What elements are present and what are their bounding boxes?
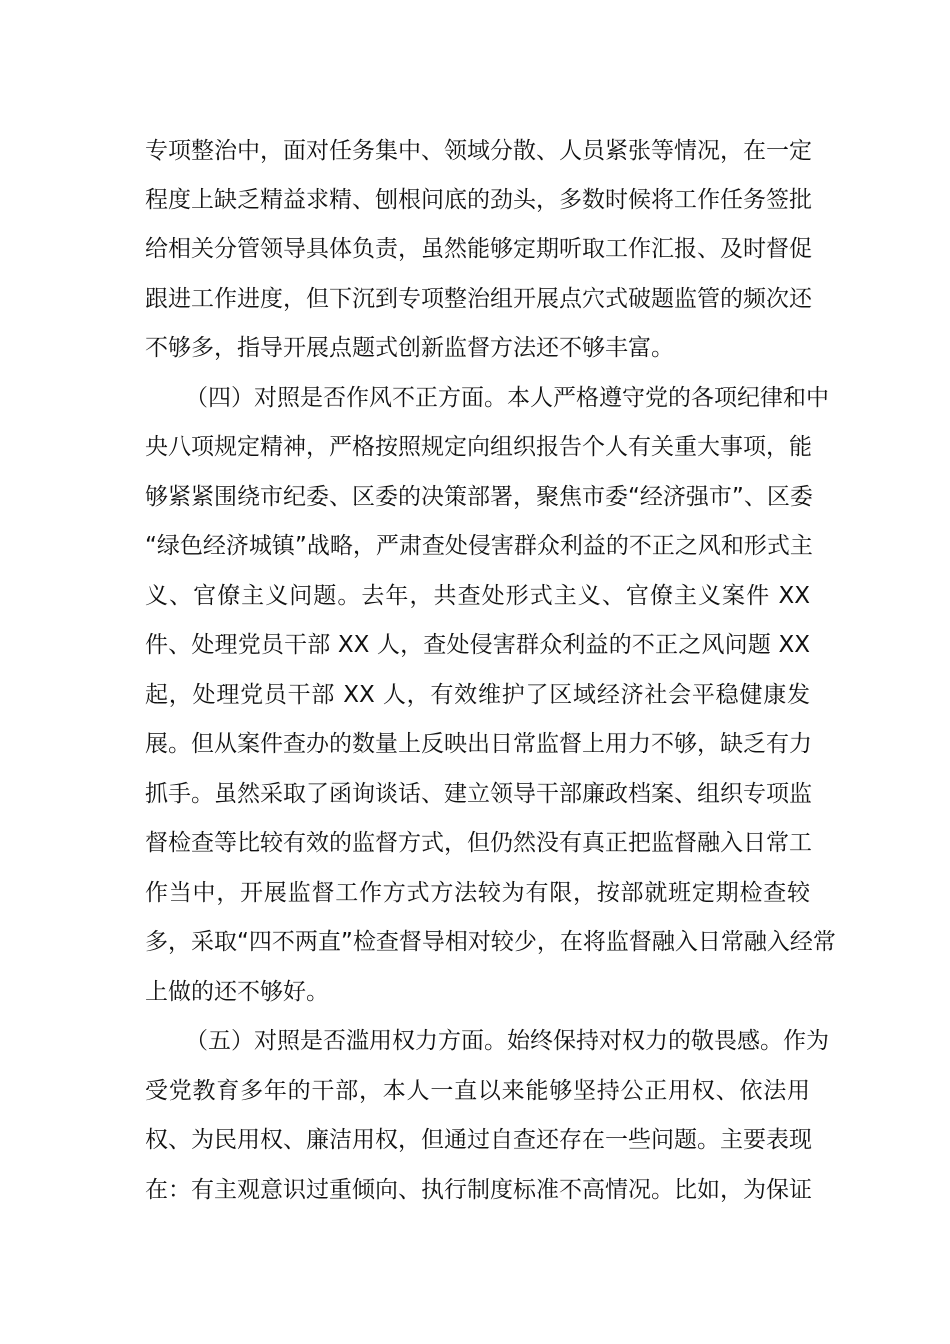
text-line: 央八项规定精神，严格按照规定向组织报告个人有关重大事项，能 [145,434,812,460]
text-line: 多，采取“四不两直”检查督导相对较少，在将监督融入日常融入经常 [145,929,836,955]
text-line: 够紧紧围绕市纪委、区委的决策部署，聚焦市委“经济强市”、区委 [145,484,813,510]
text-line: 督检查等比较有效的监督方式，但仍然没有真正把监督融入日常工 [145,830,812,856]
text-line: 作当中，开展监督工作方式方法较为有限，按部就班定期检查较 [145,880,810,906]
text-line: 件、处理党员干部 XX 人，查处侵害群众利益的不正之风问题 XX [145,632,810,658]
paragraph-heading-line: （五）对照是否滥用权力方面。始终保持对权力的敬畏感。作为 [185,1028,829,1054]
text-line: “绿色经济城镇”战略，严肃查处侵害群众利益的不正之风和形式主 [145,533,813,559]
text-line: 义、官僚主义问题。去年，共查处形式主义、官僚主义案件 XX [145,583,810,609]
text-line: 上做的还不够好。 [145,979,329,1005]
text-line: 给相关分管领导具体负责，虽然能够定期听取工作汇报、及时督促 [145,236,812,262]
text-line: 抓手。虽然采取了函询谈话、建立领导干部廉政档案、组织专项监 [145,781,812,807]
text-line: 程度上缺乏精益求精、刨根问底的劲头，多数时候将工作任务签批 [145,187,812,213]
text-line: 受党教育多年的干部，本人一直以来能够坚持公正用权、依法用 [145,1078,810,1104]
text-line: 在：有主观意识过重倾向、执行制度标准不高情况。比如，为保证 [145,1177,812,1203]
text-line: 展。但从案件查办的数量上反映出日常监督上用力不够，缺乏有力 [145,731,812,757]
paragraph-heading-line: （四）对照是否作风不正方面。本人严格遵守党的各项纪律和中 [185,385,829,411]
text-line: 不够多，指导开展点题式创新监督方法还不够丰富。 [145,335,674,361]
text-line: 起，处理党员干部 XX 人，有效维护了区域经济社会平稳健康发 [145,682,810,708]
text-line: 权、为民用权、廉洁用权，但通过自查还存在一些问题。主要表现 [145,1127,812,1153]
text-line: 专项整治中，面对任务集中、领域分散、人员紧张等情况，在一定 [145,138,812,164]
text-line: 跟进工作进度，但下沉到专项整治组开展点穴式破题监管的频次还 [145,286,812,312]
